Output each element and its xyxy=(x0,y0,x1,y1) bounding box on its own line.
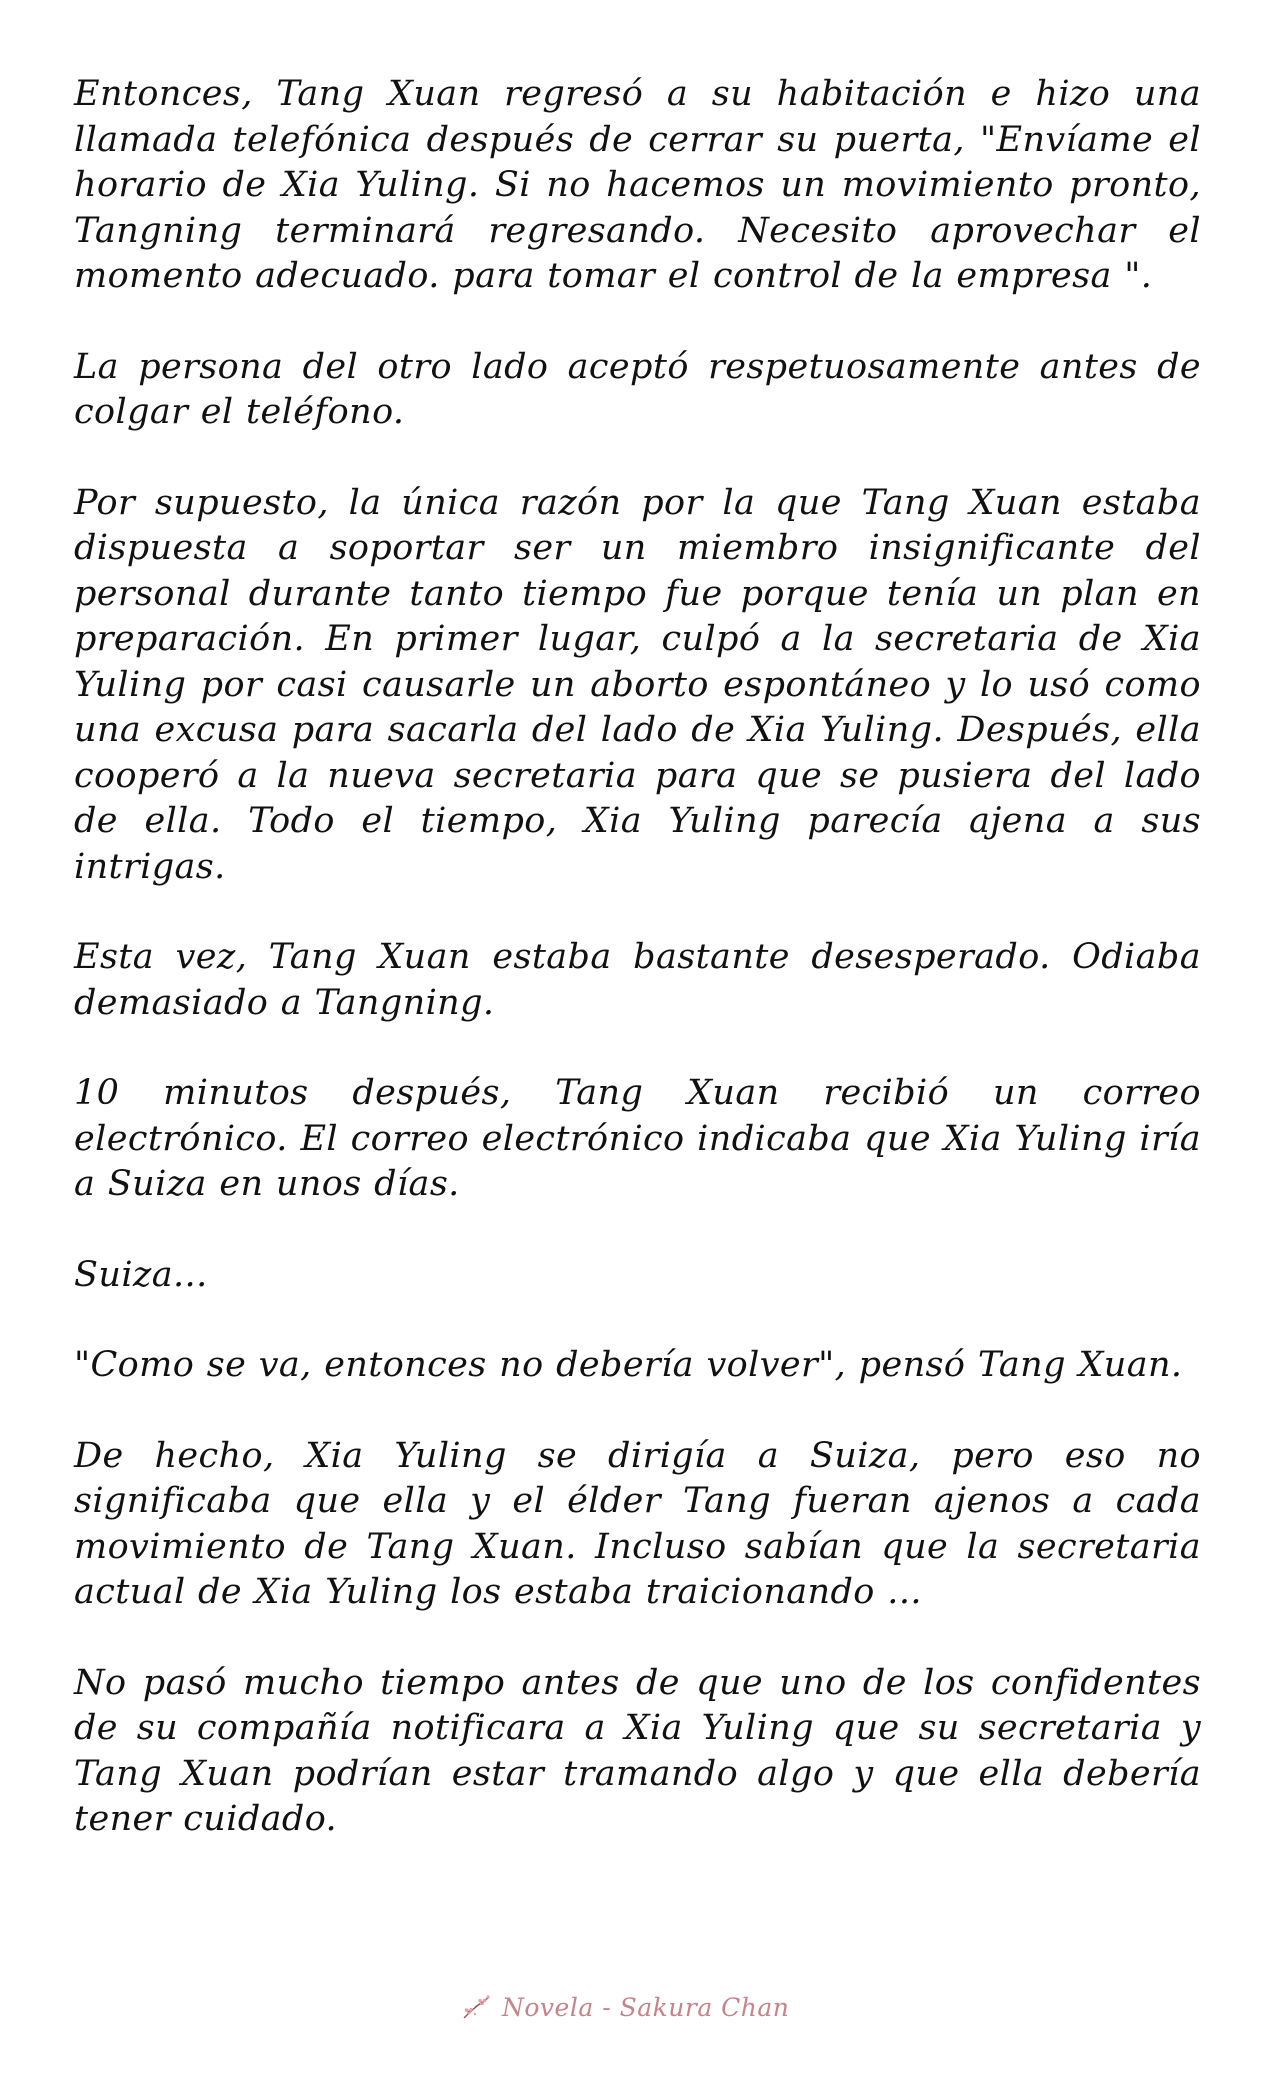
paragraph: No pasó mucho tiempo antes de que uno de los confidentes de su compañía notificara a Xia Yuling que su secretaria y Tang Xuan podrían estar tramando algo y que ella debería tener cuidado. xyxy=(74,1662,1201,1839)
cherry-blossom-icon xyxy=(460,1992,494,2022)
paragraph: Por supuesto, la única razón por la que Tang Xuan estaba dispuesta a soportar ser un miembro insignificante del personal durante tanto tiempo fue porque tenía un plan en preparación. En primer lugar, culpó a la secretaria de Xia Yuling por casi causarle un aborto espontáneo y lo usó como una excusa para sacarla del lado de Xia Yuling. Después, ella cooperó a la nueva secretaria para que se pusiera del lado de ella. Todo el tiempo, Xia Yuling parecía ajena a sus intrigas. xyxy=(74,482,1201,887)
paragraph: La persona del otro lado aceptó respetuosamente antes de colgar el teléfono. xyxy=(74,346,1201,432)
paragraph: Esta vez, Tang Xuan estaba bastante desesperado. Odiaba demasiado a Tangning. xyxy=(74,937,1201,1023)
watermark-text: Novela - Sakura Chan xyxy=(502,1992,790,2022)
paragraph: Suiza... xyxy=(74,1254,208,1295)
paragraph: De hecho, Xia Yuling se dirigía a Suiza, pero eso no significaba que ella y el élder Tang fueran ajenos a cada movimiento de Tang Xuan. Incluso sabían que la secretaria actual de Xia Yuling los estaba traicionando ... xyxy=(74,1435,1201,1612)
watermark xyxy=(460,1992,789,2022)
paragraph: 10 minutos después, Tang Xuan recibió un correo electrónico. El correo electrónico indicaba que Xia Yuling iría a Suiza en unos días. xyxy=(74,1073,1201,1204)
document-body xyxy=(74,72,1201,1888)
paragraph: Entonces, Tang Xuan regresó a su habitación e hizo una llamada telefónica después de cerrar su puerta, "Envíame el horario de Xia Yuling. Si no hacemos un movimiento pronto, Tangning terminará regresando. Necesito aprovechar el momento adecuado. para tomar el control de la empresa ". xyxy=(74,74,1201,296)
paragraph: "Como se va, entonces no debería volver", pensó Tang Xuan. xyxy=(74,1345,1183,1385)
